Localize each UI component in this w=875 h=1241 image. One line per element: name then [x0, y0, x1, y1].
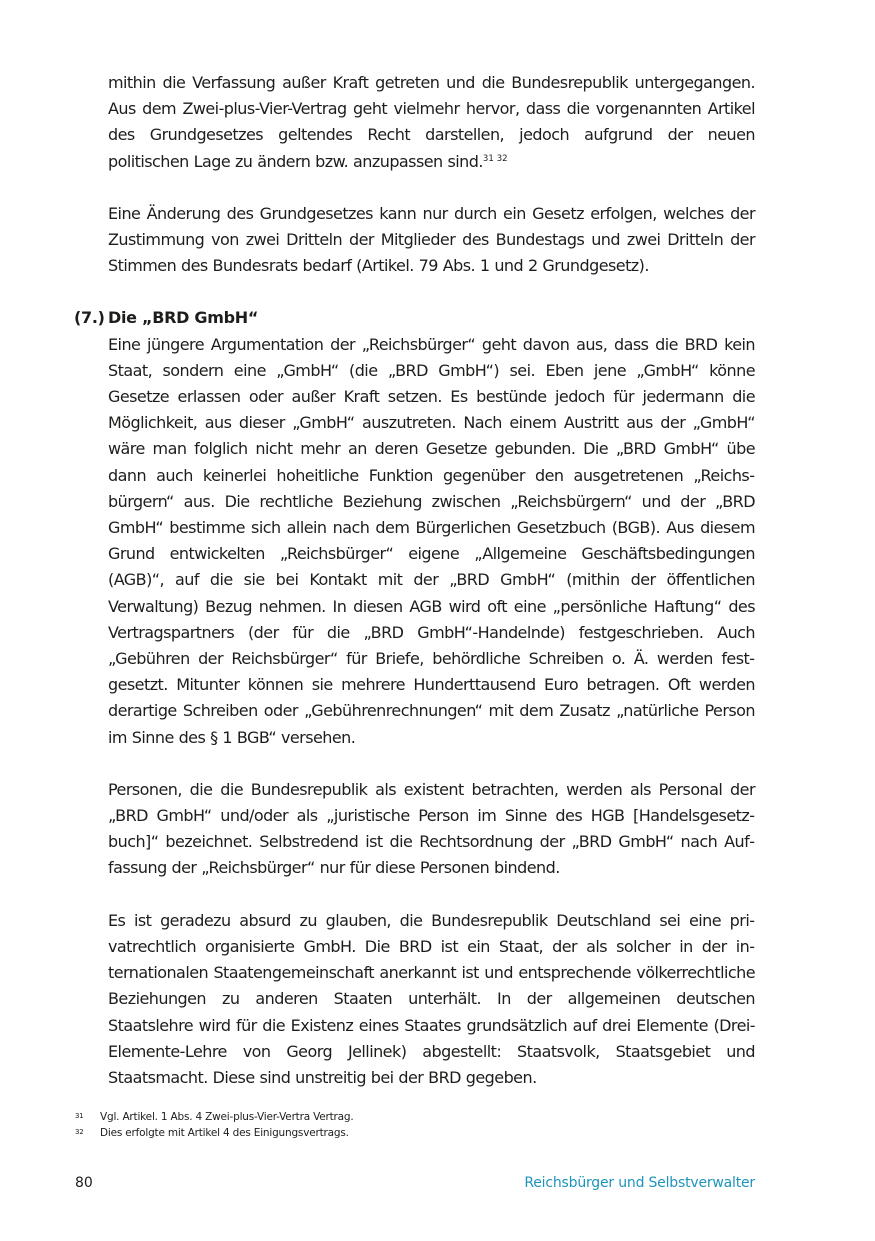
footnotes — [75, 1109, 755, 1141]
footnote-32 — [75, 1125, 755, 1141]
footnote-text: Dies erfolgte mit Artikel 4 des Einigungsvertrags. — [100, 1127, 349, 1139]
footnote-text: Vgl. Artikel. 1 Abs. 4 Zwei-plus-Vier-Vertra Vertrag. — [100, 1111, 354, 1123]
paragraph-grundgesetz-aenderung: Eine Änderung des Grundgesetzes kann nur durch ein Gesetz erfolgen, welches der Zustimmung von zwei Dritteln der Mitglieder des Bundestags und zwei Dritteln der Stimmen des Bundesrats bedarf (Artikel. 79 Abs. 1 und 2 Grundgesetz). — [108, 203, 755, 276]
footnote-number: 31 — [75, 1112, 84, 1120]
paragraph-staat-elemente: Es ist geradezu absurd zu glauben, die Bundesrepublik Deutschland sei eine privatrechtlich organisierte GmbH. Die BRD ist ein Staat, der als solcher in der internationalen Staatengemeinschaft anerkannt ist und entsprechende völkerrechtliche Beziehungen zu anderen Staaten unterhält. In der allgemeinen deutschen Staatslehre wird für die Existenz eines Staates grundsätzlich auf drei Elemente (Drei-Elemente-Lehre von Georg Jellinek) abgestellt: Staatsvolk, Staatsgebiet und Staatsmacht. Diese sind unstreitig bei der BRD gegeben. — [108, 910, 755, 1087]
footnote-31 — [75, 1109, 755, 1125]
paragraph-verfassung-text: mithin die Verfassung außer Kraft getreten und die Bundesrepublik untergegangen. Aus dem Zwei-plus-Vier-Vertrag geht vielmehr hervor, dass die vorgenannten Artikel des Grundgesetzes geltendes Recht darstellen, jedoch aufgrund der neuen politischen Lage zu ändern bzw. anzupassen sind. — [108, 73, 755, 171]
footnote-number: 32 — [75, 1128, 84, 1136]
running-title: Reichsbürger und Selbstverwalter — [524, 1175, 755, 1191]
footnote-reference[interactable]: 31 32 — [482, 153, 508, 164]
section-heading — [74, 305, 755, 331]
paragraph-brd-gmbh-argumentation: Eine jüngere Argumentation der „Reichsbürger“ geht davon aus, dass die BRD kein Staat, sondern eine „GmbH“ (die „BRD GmbH“) sei. Eben jene „GmbH“ könne Gesetze erlassen oder außer Kraft setzen. Es bestünde jedoch für jedermann die Möglichkeit, aus dieser „GmbH“ auszutreten. Nach einem Austritt aus der „GmbH“ wäre man folglich nicht mehr an deren Gesetze gebunden. Die „BRD GmbH“ übe dann auch keinerlei hoheitliche Funktion gegenüber den ausgetretenen „Reichsbürgern“ aus. Die rechtliche Beziehung zwischen „Reichsbürgern“ und der „BRD GmbH“ bestimme sich allein nach dem Bürgerlichen Gesetzbuch (BGB). Aus diesem Grund entwickelten „Reichsbürger“ eigene „Allgemeine Geschäftsbedingungen (AGB)“, auf die sie bei Kontakt mit der „BRD GmbH“ (mithin der öffentlichen Verwaltung) Bezug nehmen. In diesen AGB wird oft eine „persönliche Haftung“ des Vertragspartners (der für die „BRD GmbH“-Handelnde) festgeschrieben. Auch „Gebühren der Reichsbürger“ für Briefe, behördliche Schreiben o. Ä. werden festgesetzt. Mitunter können sie mehrere Hunderttausend Euro betragen. Oft werden derartige Schreiben oder „Gebührenrechnungen“ mit dem Zusatz „natürliche Person im Sinne des § 1 BGB“ versehen. — [108, 334, 755, 747]
section-title: Die „BRD GmbH“ — [108, 308, 259, 328]
main-text-column — [74, 70, 755, 1091]
page-footer — [75, 1172, 755, 1194]
page-number: 80 — [75, 1175, 93, 1191]
paragraph-verfassung — [108, 70, 755, 175]
paragraph-personal-brd-gmbh: Personen, die die Bundesrepublik als existent betrachten, werden als Personal der „BRD GmbH“ und/oder als „juristische Person im Sinne des HGB [Handelsgesetzbuch]“ bezeichnet. Selbstredend ist die Rechtsordnung der „BRD GmbH“ nach Auffassung der „Reichsbürger“ nur für diese Personen bindend. — [108, 779, 755, 878]
section-number: (7.) — [74, 308, 105, 328]
section-body — [108, 332, 755, 1091]
